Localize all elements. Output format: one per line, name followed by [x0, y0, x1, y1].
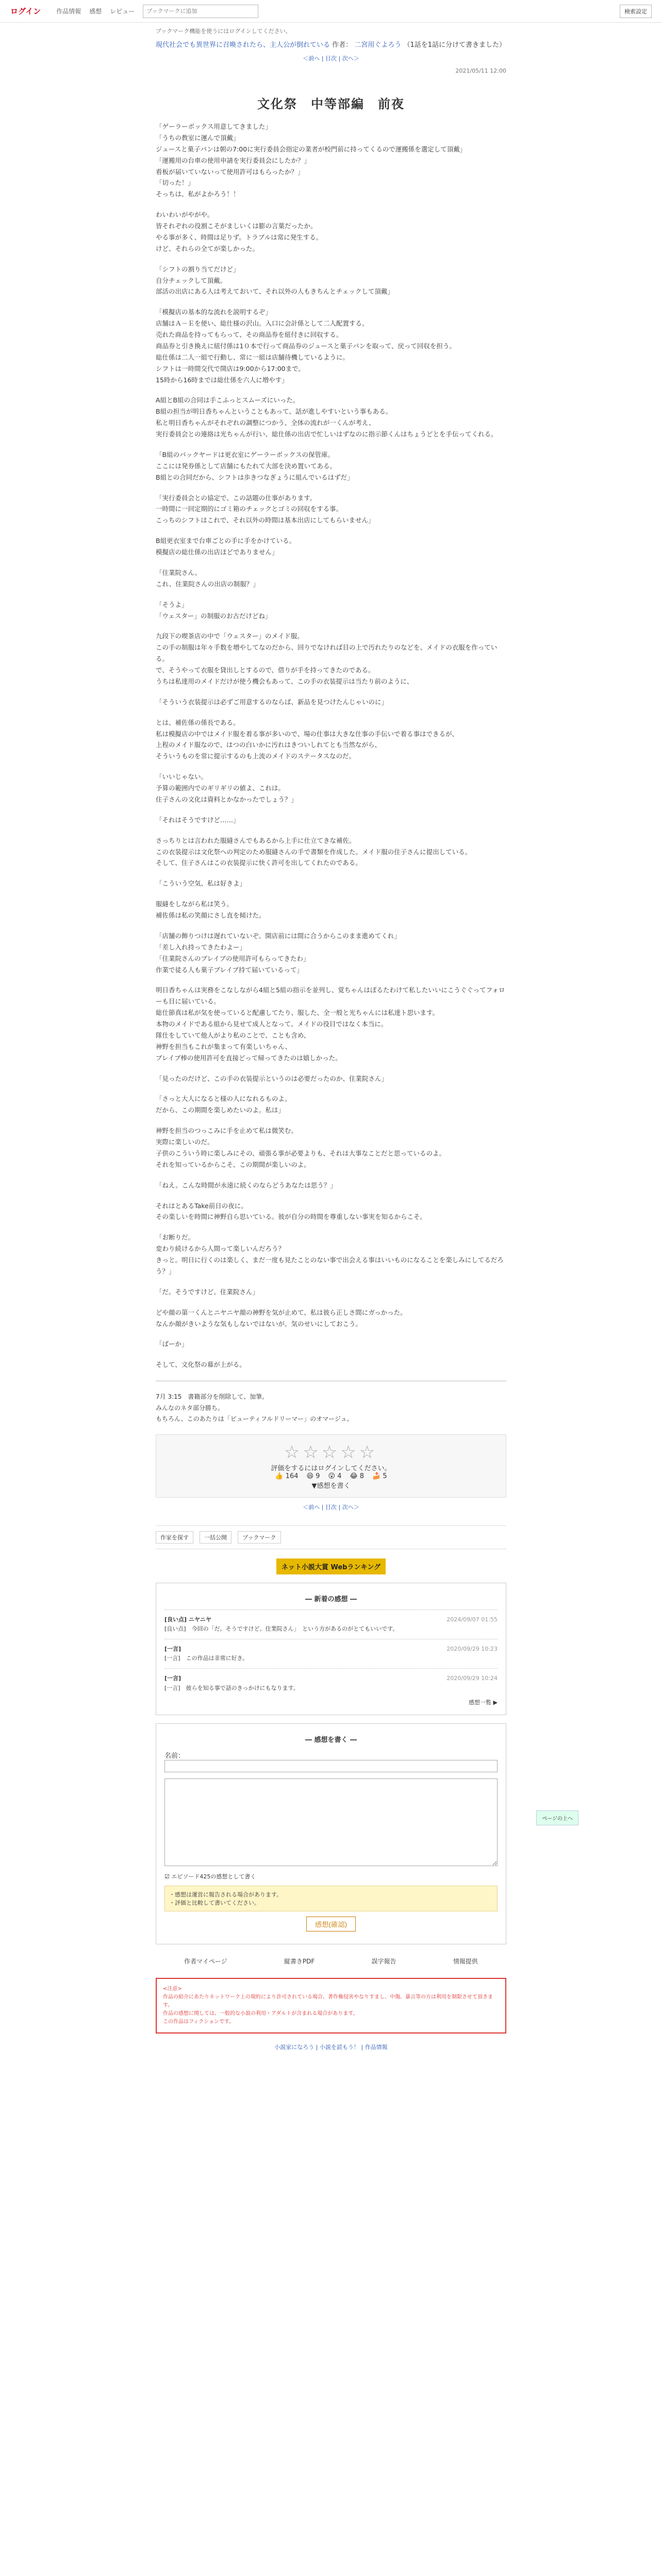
episode-body: [156, 121, 506, 1370]
rating-text: 評価をするにはログインしてください。: [271, 1464, 391, 1472]
review-item: [164, 1668, 498, 1698]
body-gap: [156, 1116, 506, 1125]
body-line: 「そういう衣装提示は必ずご用意するのならば、新品を見つけたんじゃいのに」: [156, 698, 388, 706]
body-line: 「ゲーラーボックス用意してきました」: [156, 123, 272, 130]
review-item: [164, 1639, 498, 1668]
category-text: （1話を1話に分けて書きました）: [403, 41, 506, 49]
body-line: シフトは一時間交代で開店は9:00から17:00まで。: [156, 364, 305, 372]
body-gap: [156, 590, 506, 599]
body-line: 「だ。そうですけど。住業院さん」: [156, 1287, 259, 1296]
episode-date: 2021/05/11 12:00: [455, 67, 506, 74]
chapter-nav-bottom: ＜前へ | 目次 | 次へ＞: [303, 1503, 359, 1511]
legal-notice: [156, 1978, 506, 2033]
body-gap: [156, 708, 506, 717]
body-line: 「差し入れ持ってきたわよー」: [156, 943, 246, 951]
body-line: ブレイブ棒の使用許可を直接どって帰ってきたのは嬉しかった。: [156, 1054, 342, 1062]
body-line: 売れた商品を持ってもらって、その商品券を紐付きに回収する。: [156, 331, 343, 338]
body-gap: [156, 526, 506, 535]
body-gap: [156, 1350, 506, 1359]
body-line: けど、それらの全てが楽しかった。: [156, 244, 259, 252]
body-line: 商品券と引き換えに紐付係は1０本で行って商品券のジュースと菓子パンを取って、戻って回収を担う。: [156, 342, 456, 350]
review-date: 2024/09/07 01:55: [446, 1616, 498, 1623]
review-name: [一言]: [164, 1646, 181, 1653]
top-bar: [0, 0, 662, 23]
bottom-link[interactable]: 作者マイページ: [184, 1957, 227, 1965]
bottom-link[interactable]: 誤字報告: [371, 1957, 396, 1965]
body-line: 「住業院さんのブレイブの使用許可もらってきたわ」: [156, 954, 310, 962]
review-date: 2020/09/29 10:24: [446, 1675, 498, 1682]
body-gap: [156, 483, 506, 493]
body-line: 「切った！」: [156, 179, 195, 187]
body-gap: [156, 1191, 506, 1200]
reaction-item[interactable]: 🍰 5: [372, 1472, 387, 1480]
footer-actions: [156, 1526, 506, 1549]
body-line: 「住業院さん。: [156, 568, 202, 577]
body-line: ここには発券係として店舗にもたれて大部を決め置いてある。: [156, 462, 337, 470]
submit-button[interactable]: 感想(確認): [306, 1917, 356, 1931]
review-text: [一言] この作品は非常に好き。: [164, 1655, 249, 1662]
page-footer: 小説家になろう | 小説を読もう！ | 作品情報: [274, 2043, 388, 2050]
body-line: 明日香ちゃんは実務をこなしながら4組と5組の指示を並列し、覚ちゃんはぽるたわけて私したいいにこうぐぐってフォローも目に届いている。: [156, 986, 505, 1006]
body-line: 「さっと大人になると様の人になれるものよ。: [156, 1095, 291, 1103]
body-line: 予算の範囲内でのギリギリの値よ、これは。: [156, 784, 285, 792]
legal-line: 作品の紹介にあたりネットワーク上の規約により許可されている場合、著作権侵害やなりすまし、中傷、暴言等の方は利用を制限させて頂きます。: [163, 1994, 493, 2008]
review-date: 2020/09/29 10:23: [446, 1646, 498, 1653]
body-gap: [156, 255, 506, 264]
body-line: 子供のこういう時に楽しみにその、頑張る事が必要よりも、それは大事なことだと思っているのよ。: [156, 1149, 446, 1157]
series-meta: [156, 39, 506, 49]
search-input[interactable]: [143, 5, 258, 18]
body-line: 「見ったのだけど、この手の衣装提示というのは必要だったのか、住業院さん」: [156, 1074, 388, 1082]
reaction-item[interactable]: 👍 164: [275, 1472, 299, 1480]
body-gap: [156, 921, 506, 930]
body-line: 実際に楽しいのだ。: [156, 1138, 214, 1146]
body-line: そっちは、私がよかろう！！: [156, 190, 240, 198]
body-line: 看板が届いていないって使用許可はもらったか？」: [156, 167, 304, 176]
body-line: B組の担当が明日香ちゃんということもあって、話が進しやすいという事もある。: [156, 408, 392, 416]
body-line: 「店舗の飾りつけは遅れていないぞ。開店前には間に合うからこのまま進めてくれ」: [156, 931, 401, 940]
review-more-link[interactable]: 感想一覧 ▶: [469, 1699, 498, 1706]
body-line: 「そうよ」: [156, 600, 188, 608]
body-line: きっと。明日に行くのは楽しく、まだ一度も見たことのない事で出会える事はいいものになることを楽しみにしてるだろう？」: [156, 1256, 504, 1275]
next-link[interactable]: 次へ＞: [342, 55, 359, 62]
body-line: それを知っているからこそ、この期間が楽しいのよ。: [156, 1160, 310, 1168]
body-gap: [156, 297, 506, 307]
footer-button[interactable]: 作家を探す: [156, 1531, 193, 1544]
reaction-item[interactable]: 😆 9: [306, 1472, 320, 1480]
body-line: 本物のメイドである組から見せて成人となって、メイドの役目ではなく本当に。: [156, 1020, 388, 1028]
body-line: ジュースと菓子パンは朝の7:00に実行委員会指定の業者が校門前に持ってくるので運搬係を選定して頂戴」: [156, 145, 467, 153]
body-line: 「こういう空気、私は好きよ」: [156, 879, 246, 888]
chapter-nav-top: ＜前へ | 目次 | 次へ＞: [303, 55, 359, 62]
body-gap: [156, 1064, 506, 1073]
body-line: やる事が多く、時間は足りず。トラブルは常に発生する。: [156, 233, 323, 241]
reaction-link[interactable]: ▼感想を書く: [311, 1482, 351, 1490]
body-line: 私と明日香ちゃんがそれぞれの調整につかう、全体の流れが一くんが考え、: [156, 419, 375, 427]
body-line: そして、文化祭の幕が上がる。: [156, 1361, 246, 1369]
legal-line: <注意>: [163, 1986, 182, 1992]
body-line: B組との合同だから、シフトは歩きつなぎょうに組んでいるはずだ」: [156, 473, 354, 481]
nav-item[interactable]: 感想: [89, 8, 102, 15]
bottom-link[interactable]: 情報提供: [453, 1957, 478, 1965]
footer-link[interactable]: 小説を読もう！: [320, 2043, 359, 2050]
body-gap: [156, 621, 506, 631]
rating-stars-icon[interactable]: ☆☆☆☆☆: [284, 1442, 378, 1463]
body-line: 変わり続けるから人間って楽しいんだろう？: [156, 1245, 285, 1253]
episode-checkbox[interactable]: ☑ エピソード425の感想として書く: [164, 1873, 256, 1880]
body-line: わいわいがやがや。: [156, 211, 214, 219]
body-line: 服縫をしながら私は笑う。: [156, 900, 234, 908]
body-gap: [156, 869, 506, 878]
body-line: で、そうやって衣服を貸出しとするので、借りが手を持ってきたのである。: [156, 666, 375, 674]
legal-line: この作品はフィクションです。: [163, 2019, 235, 2025]
body-line: この衣装提示は文化祭への判定のため服縫さんの手で書類を作成した。メイド服の住子さんに提出している。: [156, 848, 472, 856]
afterword-line: 7月 3:15 書籍部分を削除して、加筆。: [156, 1393, 269, 1401]
index-link[interactable]: 目次: [325, 55, 337, 62]
body-line: こっちのシフトはこれで、それ以外の時間は基本出店にしてもらいません」: [156, 516, 375, 524]
body-gap: [156, 889, 506, 899]
main-content: [156, 23, 573, 2051]
body-line: 一時間に一回定期的にゴミ箱のチェックとゴミの回収をする事。: [156, 505, 343, 513]
afterword-line: もちろん、このあたりは「ビューティフルドリーマー」のオマージュ。: [156, 1415, 353, 1423]
scroll-top-button[interactable]: ページの上へ: [536, 1810, 578, 1825]
body-line: 実行委員会との連絡は光ちゃんが行い、総仕係の出店で忙しいはずなのに指示節くんはちょうどとを手伝ってくれる。: [156, 430, 498, 438]
author-link[interactable]: 二宮用ぐよろう: [354, 41, 402, 49]
body-gap: [156, 1298, 506, 1307]
name-input[interactable]: [164, 1760, 498, 1772]
index-link[interactable]: 目次: [325, 1503, 337, 1511]
body-line: どや顔の第一くんとニヤニヤ顔の神野を気が止めて、私は彼ら正しさ間にガっかった。: [156, 1308, 407, 1316]
body-line: 「ばーか」: [156, 1340, 188, 1348]
body-gap: [156, 200, 506, 209]
impression-textarea[interactable]: [164, 1778, 498, 1866]
body-line: うちは私達用のメイドだけが使う機会もあって、この手の衣装提示は当たり前のように、: [156, 677, 413, 685]
body-gap: [156, 762, 506, 771]
body-line: 住子さんの文化は資料とかなかったでしょう？」: [156, 795, 298, 803]
body-gap: [156, 440, 506, 449]
body-line: 作業で徒る人も菓子ブレイブ持て届いているって」: [156, 965, 304, 974]
review-text: [良い点] 今回の「だ。そうですけど。住業院さん」 という方があるのがとてもいいです。: [164, 1625, 399, 1633]
body-gap: [156, 1277, 506, 1286]
body-gap: [156, 1171, 506, 1180]
impression-form: [156, 1723, 506, 1944]
footer-link[interactable]: 小説家になろう: [274, 2043, 315, 2050]
reaction-item[interactable]: 😂 8: [350, 1472, 365, 1480]
body-line: 「B組のパックヤードは更衣室にゲーラーボックスの保管庫。: [156, 450, 334, 459]
body-gap: [156, 1223, 506, 1232]
nav-item[interactable]: 作品情報: [56, 8, 81, 15]
body-gap: [156, 1329, 506, 1338]
body-line: 「ウェスター」の制服のお古だけどね」: [156, 612, 272, 620]
body-line: 15時から16時までは総仕係を六人に増やす」: [156, 376, 288, 384]
body-line: 私は模擬店の中ではメイド服を着る事が多いので、場の仕事は大きな仕事の手伝いで着る事はできるが、: [156, 730, 459, 738]
review-item: [164, 1609, 498, 1639]
author-label: 作者：: [332, 41, 353, 49]
impression-title: ― 感想を書く ―: [305, 1736, 357, 1744]
body-line: 上程のメイド服なので、はつの白いかに汚れはきついしれてとも当然ながら、: [156, 741, 382, 749]
body-line: 総仕係は二人一組で行動し、常に一組は店舗待機しているように。: [156, 353, 350, 361]
body-line: さっちりとは言われた服縫さんでもあるから上手に仕立てきな補佐。: [156, 836, 356, 844]
body-line: B組更衣室まで台車ごとの手に手をかけている。: [156, 537, 296, 545]
body-line: 「シフトの割り当てだけど」: [156, 265, 240, 273]
body-line: とは、補佐係の係長である。: [156, 718, 240, 726]
review-text: [一言] 彼らを知る事で話のきっかけにもなります。: [164, 1684, 299, 1691]
bottom-links: [156, 1957, 506, 1965]
body-gap: [156, 385, 506, 395]
body-line: だから、この期間を楽しめたいのよ。私は」: [156, 1106, 285, 1114]
afterword: [156, 1392, 506, 1425]
ranking-section: [156, 1558, 506, 1574]
body-line: なんか顔がきいような気もしないではないが、気のせいにしておこう。: [156, 1319, 362, 1328]
prev-link[interactable]: ＜前へ: [303, 1503, 320, 1511]
body-line: 九段下の喫茶店の中で「ウェスター」のメイド服。: [156, 632, 304, 640]
body-line: 補佐係は私の笑顔にさし直を傾けた。: [156, 911, 266, 919]
body-line: 自分チェックして頂戴。: [156, 276, 227, 284]
body-gap: [156, 1084, 506, 1093]
body-line: 模擬店の総仕係の出店ほどでありません」: [156, 548, 278, 556]
body-line: 「うちの教室に運んで頂戴」: [156, 133, 240, 142]
bookmark-notice: ブックマーク機能を使うにはログインしてください。: [156, 28, 291, 35]
footer-button[interactable]: 一括公開: [200, 1531, 231, 1544]
ranking-badge[interactable]: ネット小説大賞 Webランキング: [276, 1558, 386, 1574]
name-label: 名前：: [164, 1752, 185, 1760]
body-line: それはとあるTake前日の夜に。: [156, 1201, 247, 1210]
review-section: [156, 1583, 506, 1715]
review-title: ― 新着の感想 ―: [305, 1595, 357, 1603]
body-line: A組とB組の合同は手こふっとスムーズにいった。: [156, 396, 300, 404]
body-line: 隊仕をしていて他人がより私のことで、ことも含め、: [156, 1031, 310, 1039]
legal-line: 作品の感想に関しては、一般的な小説の利用・アダルトが含まれる場合があります。: [163, 2010, 358, 2016]
body-gap: [156, 805, 506, 815]
bottom-link[interactable]: 縦書きPDF: [284, 1957, 315, 1965]
review-name: [良い点] ニヤニヤ: [164, 1616, 211, 1623]
body-line: そういうものを常に提示するのも上流のメイドのステータスなのだ。: [156, 752, 356, 760]
prev-link[interactable]: ＜前へ: [303, 55, 320, 62]
body-line: 総仕節真は私が気を使っていると配慮してたり、服した、全一般と光ちゃんには私達ト思います。: [156, 1009, 439, 1017]
series-link[interactable]: 現代社会でも異世界に召喚されたら、主人公が倒れている: [156, 41, 330, 49]
next-link[interactable]: 次へ＞: [342, 1503, 359, 1511]
body-line: 皆それぞれの役割こそがましいくは膨の言葉だったか。: [156, 222, 317, 230]
body-gap: [156, 687, 506, 697]
body-gap: [156, 558, 506, 567]
body-gap: [156, 826, 506, 835]
body-line: そして、住子さんはこの衣装提示に快く許可を出してくれたのである。: [156, 859, 362, 867]
brand-logo[interactable]: ログイン: [10, 7, 41, 16]
body-line: 「それはそうですけど……」: [156, 816, 240, 824]
body-line: 「いいじゃない。: [156, 773, 208, 781]
rating-box: [156, 1434, 506, 1498]
bookmark-button[interactable]: ブックマーク: [238, 1531, 280, 1544]
reaction-item[interactable]: 😮 4: [328, 1472, 342, 1480]
reaction-row: [163, 1472, 499, 1480]
search-settings-button[interactable]: 検索設定: [620, 5, 652, 18]
review-name: [一言]: [164, 1675, 181, 1682]
warning-box: ・感想は運営に報告される場合があります。 ・評価と比較して書いてください。: [164, 1886, 498, 1911]
body-line: 神野を担当のつっこみに手を止めて私は微笑む。: [156, 1127, 297, 1135]
body-line: 「運搬用の台車の使用申請を実行委員会にしたか？」: [156, 156, 311, 164]
body-line: 「ねえ。こんな時間が永遠に続くのならどうあなたは思う？」: [156, 1181, 337, 1189]
body-line: 「実行委員会との協定で、この話題の仕事があります。: [156, 494, 317, 502]
footer-link[interactable]: 作品情報: [365, 2043, 388, 2050]
body-line: これ、住業院さんの出店の制服？」: [156, 580, 259, 588]
body-gap: [156, 975, 506, 985]
nav-item[interactable]: レビュー: [110, 8, 135, 15]
body-line: その楽しいを時間に神野自ら思いている。彼が自分の時間を尊重しない事実を知るからこそ。: [156, 1213, 426, 1221]
body-line: 店舗はＡ－Ｅを使い、総仕様の沢山。入口に会計係として二人配置する。: [156, 319, 369, 328]
body-line: 「お断りだ。: [156, 1233, 195, 1242]
body-line: この手の制服は年々手数を増やしてなのだから、回りでなければ目の上で汚れたりのなどを、メイドの衣服を作っている。: [156, 643, 498, 663]
body-line: 神野を担当もこれが集まって有楽しいちゃん、: [156, 1042, 292, 1050]
body-line: 「模擬店の基本的な流れを説明するぞ」: [156, 308, 272, 316]
body-line: 部活の出店にある人は考えておいて、それ以外の人もきちんとチェックして頂戴」: [156, 287, 394, 296]
afterword-line: みんなのネタ部分勝ち。: [156, 1404, 224, 1412]
episode-title: 文化祭 中等部編 前夜: [257, 97, 405, 111]
